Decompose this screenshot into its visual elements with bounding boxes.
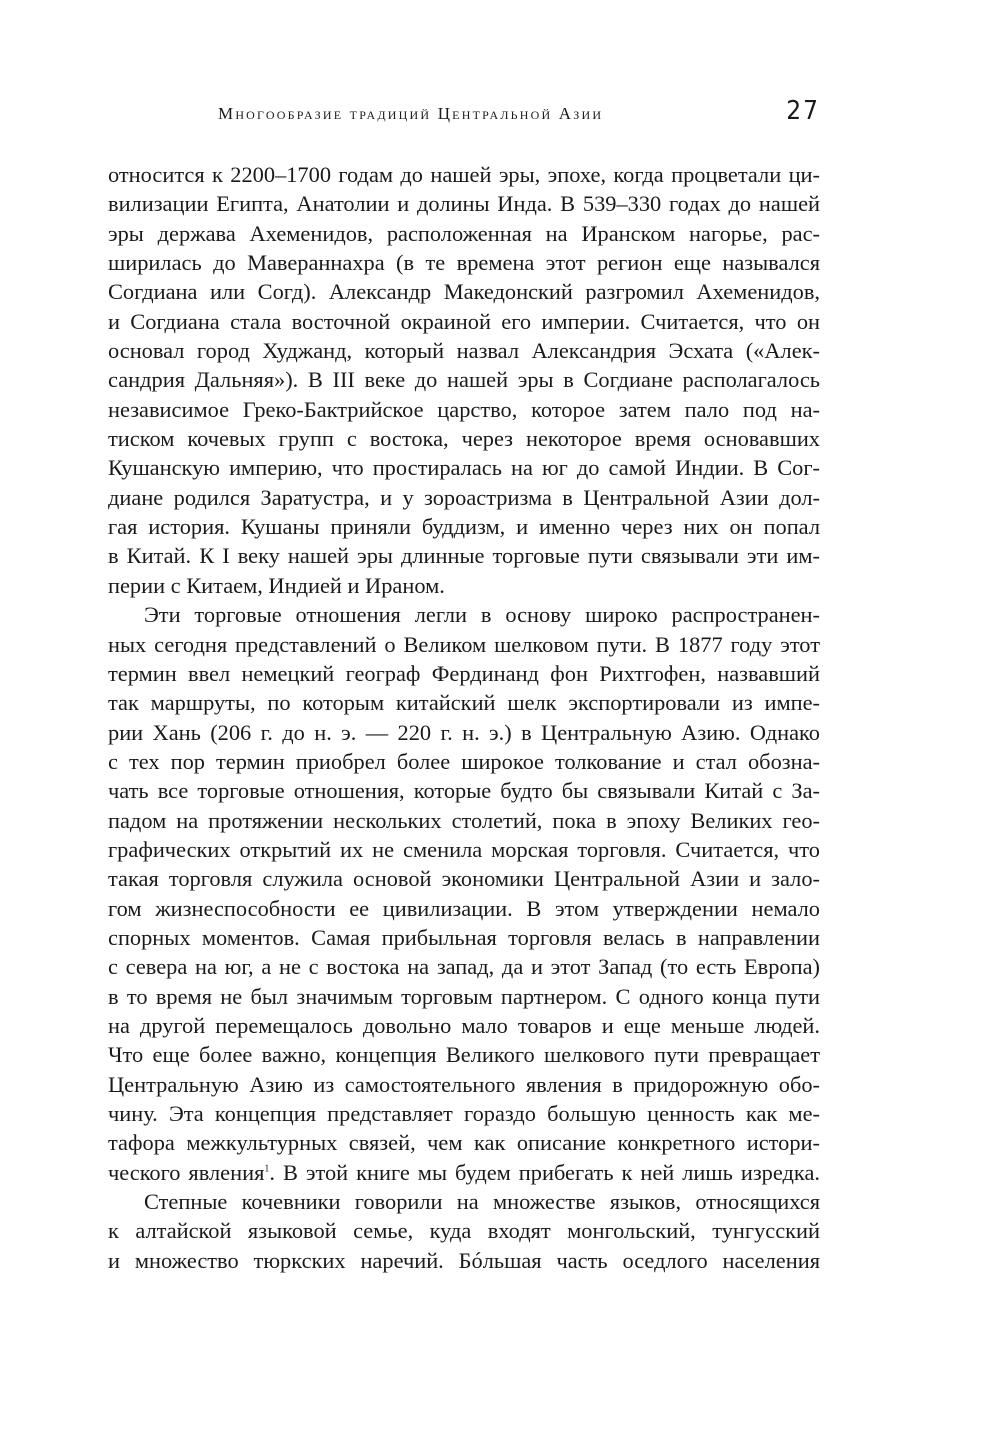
text-line: тафора межкультурных связей, чем как описание конкретного истори- bbox=[108, 1130, 820, 1156]
text-line: на другой перемещалось довольно мало товаров и еще меньше людей. bbox=[108, 1012, 820, 1038]
text-line: термин ввел немецкий географ Фердинанд фон Рихтгофен, назвавший bbox=[108, 660, 820, 686]
text-fragment: . В этой книге мы будем прибегать к ней лишь изредка. bbox=[269, 1159, 820, 1185]
text-line: падом на протяжении нескольких столетий, пока в эпоху Великих гео- bbox=[108, 807, 820, 833]
text-line: основал город Худжанд, который назвал Александрия Эсхата («Алек- bbox=[108, 338, 820, 364]
text-line: спорных моментов. Самая прибыльная торговля велась в направлении bbox=[108, 924, 820, 950]
text-line: графических открытий их не сменила морская торговля. Считается, что bbox=[108, 836, 820, 862]
footnote-marker[interactable]: 1 bbox=[264, 1163, 270, 1175]
text-line: и Согдиана стала восточной окраиной его империи. Считается, что он bbox=[108, 308, 820, 334]
text-line: Что еще более важно, концепция Великого шелкового пути превращает bbox=[108, 1042, 820, 1068]
text-line: с тех пор термин приобрел более широкое толкование и стал обозна- bbox=[108, 748, 820, 774]
text-line: относится к 2200–1700 годам до нашей эры, эпохе, когда процветали ци- bbox=[108, 162, 820, 187]
text-line: Центральную Азию из самостоятельного явления в придорожную обо- bbox=[108, 1071, 820, 1097]
text-line: и множество тюркских наречий. Бóльшая часть оседлого населения bbox=[108, 1247, 820, 1273]
text-line: Согдиана или Согд). Александр Македонский разгромил Ахеменидов, bbox=[108, 279, 820, 305]
text-line: ных сегодня представлений о Великом шелковом пути. В 1877 году этот bbox=[108, 631, 820, 657]
text-line: диане родился Заратустра, и у зороастризма в Центральной Азии дол- bbox=[108, 484, 820, 510]
text-line: вилизации Египта, Анатолии и долины Инда. В 539–330 годах до нашей bbox=[108, 191, 820, 217]
text-line: чать все торговые отношения, которые будто бы связывали Китай с За- bbox=[108, 778, 820, 804]
text-line: так маршруты, по которым китайский шелк экспортировали из импе- bbox=[108, 690, 820, 716]
text-line: в Китай. К I веку нашей эры длинные торговые пути связывали эти им- bbox=[108, 543, 820, 569]
text-line: ширилась до Мавераннахра (в те времена этот регион еще назывался bbox=[108, 250, 820, 276]
page-number: 27 bbox=[786, 96, 820, 126]
text-line: чину. Эта концепция представляет гораздо большую ценность как ме- bbox=[108, 1101, 820, 1126]
text-line: Кушанскую империю, что простиралась на юг до самой Индии. В Сог- bbox=[108, 455, 820, 481]
text-line: тиском кочевых групп с востока, через некоторое время основавших bbox=[108, 426, 820, 452]
body-text bbox=[108, 160, 820, 1275]
text-line: эры держава Ахеменидов, расположенная на Иранском нагорье, рас- bbox=[108, 220, 820, 246]
text-line: с севера на юг, а не с востока на запад, да и этот Запад (то есть Европа) bbox=[108, 954, 820, 980]
text-line: к алтайской языковой семье, куда входят монгольский, тунгусский bbox=[108, 1218, 820, 1244]
text-line: в то время не был значимым торговым партнером. С одного конца пути bbox=[108, 983, 820, 1009]
text-line: сандрия Дальняя»). В III веке до нашей эры в Согдиане располагалось bbox=[108, 367, 820, 393]
text-fragment: ческого явления bbox=[108, 1159, 265, 1185]
running-head bbox=[108, 96, 820, 132]
text-line bbox=[108, 1158, 820, 1187]
paragraph bbox=[108, 600, 820, 1187]
text-line: гом жизнеспособности ее цивилизации. В этом утверждении немало bbox=[108, 895, 820, 921]
text-line: такая торговля служила основой экономики Центральной Азии и зало- bbox=[108, 866, 820, 892]
text-line: независимое Греко-Бактрийское царство, которое затем пало под на- bbox=[108, 396, 820, 422]
paragraph bbox=[108, 160, 820, 600]
paragraph bbox=[108, 1187, 820, 1275]
text-line: гая история. Кушаны приняли буддизм, и именно через них он попал bbox=[108, 514, 820, 540]
text-line: рии Хань (206 г. до н. э. — 220 г. н. э.) в Центральную Азию. Однако bbox=[108, 719, 820, 745]
text-line: перии с Китаем, Индией и Ираном. bbox=[108, 572, 445, 598]
text-line: Эти торговые отношения легли в основу широко распространен- bbox=[144, 602, 820, 628]
running-head-title: Многообразие традиций Центральной Азии bbox=[218, 104, 604, 123]
text-line: Степные кочевники говорили на множестве языков, относящихся bbox=[144, 1189, 820, 1215]
